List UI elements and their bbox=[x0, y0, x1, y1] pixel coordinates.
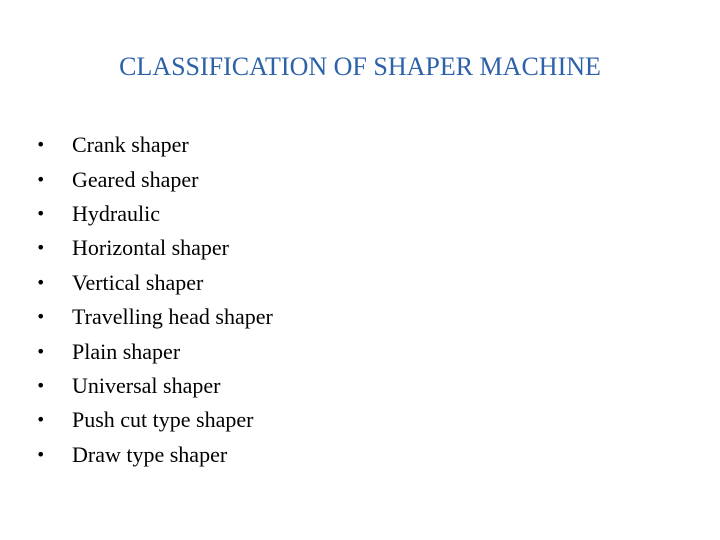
list-item-text: Universal shaper bbox=[72, 372, 221, 398]
list-item-text: Hydraulic bbox=[72, 200, 160, 226]
list-item-text: Draw type shaper bbox=[72, 441, 228, 467]
list-item bbox=[36, 369, 273, 403]
list-item-text: Geared shaper bbox=[72, 166, 199, 192]
list-item bbox=[36, 197, 273, 231]
list-item-text: Push cut type shaper bbox=[72, 407, 254, 433]
bullet-icon: • bbox=[36, 341, 46, 361]
bullet-icon: • bbox=[36, 238, 46, 258]
bullet-icon: • bbox=[36, 444, 46, 464]
bullet-icon: • bbox=[36, 375, 46, 395]
list-item bbox=[36, 334, 273, 368]
bullet-icon: • bbox=[36, 307, 46, 327]
bullet-icon: • bbox=[36, 169, 46, 189]
list-item-text: Travelling head shaper bbox=[72, 304, 273, 330]
list-item bbox=[36, 231, 273, 265]
bullet-icon: • bbox=[36, 203, 46, 223]
slide-title: CLASSIFICATION OF SHAPER MACHINE bbox=[119, 52, 601, 81]
list-item bbox=[36, 403, 273, 437]
bullet-icon: • bbox=[36, 272, 46, 292]
list-item-text: Crank shaper bbox=[72, 132, 189, 158]
list-item bbox=[36, 128, 273, 162]
list-item-text: Horizontal shaper bbox=[72, 235, 229, 261]
list-item bbox=[36, 300, 273, 334]
bullet-list bbox=[36, 128, 273, 472]
list-item bbox=[36, 162, 273, 196]
list-item bbox=[36, 266, 273, 300]
bullet-icon: • bbox=[36, 410, 46, 430]
list-item-text: Vertical shaper bbox=[72, 269, 204, 295]
list-item-text: Plain shaper bbox=[72, 338, 181, 364]
list-item bbox=[36, 438, 273, 472]
bullet-icon: • bbox=[36, 135, 46, 155]
